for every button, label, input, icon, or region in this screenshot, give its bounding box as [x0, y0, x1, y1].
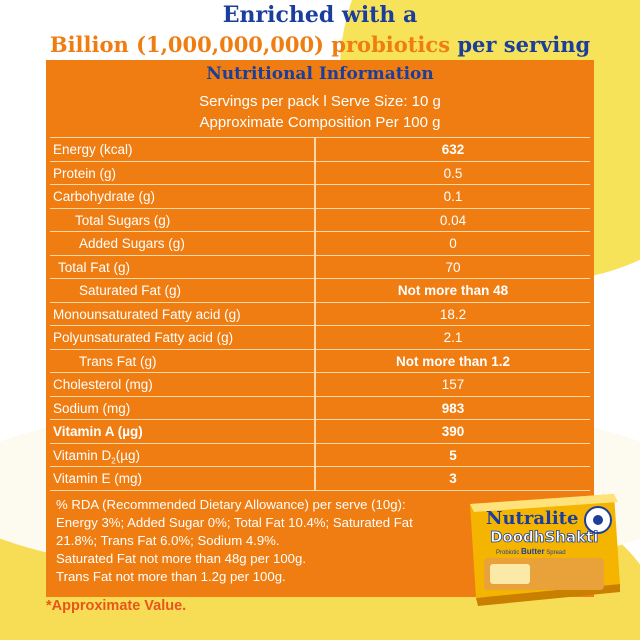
headline-per-serving: per serving [457, 32, 591, 57]
table-row [50, 420, 590, 444]
rda-line: % RDA (Recommended Dietary Allowance) per serve (10g): [56, 497, 406, 512]
pack-sub-c: Spread [546, 550, 566, 556]
pack-sub-a: Probiotic [496, 550, 520, 556]
rda-line: Saturated Fat not more than 48g per 100g. [56, 551, 306, 566]
nutrient-value: 18.2 [439, 306, 467, 322]
nutrient-name: Polyunsaturated Fatty acid (g) [50, 326, 316, 349]
table-row [50, 209, 590, 233]
nutrient-name: Total Sugars (g) [50, 209, 316, 232]
nutrient-value: 983 [441, 400, 465, 416]
nutrition-title: Nutritional Information [206, 64, 434, 84]
nutrient-name: Energy (kcal) [50, 138, 316, 161]
table-row [50, 138, 590, 162]
pack-product-name: DoodhShakti [490, 528, 599, 546]
vitamin-d-label: Vitamin D [53, 447, 112, 463]
nutrient-name: Added Sugars (g) [50, 232, 316, 255]
headline-line-1: Enriched with a [222, 2, 418, 28]
table-row [50, 444, 590, 468]
table-row [50, 162, 590, 186]
table-row [50, 397, 590, 421]
rda-line: Energy 3%; Added Sugar 0%; Total Fat 10.4%; Saturated Fat [56, 515, 413, 530]
product-pack-image [464, 480, 624, 608]
table-row [50, 326, 590, 350]
approximate-value-footnote: *Approximate Value. [46, 598, 187, 614]
rda-line: Trans Fat not more than 1.2g per 100g. [56, 569, 286, 584]
nutrient-name: Sodium (mg) [50, 397, 316, 420]
pack-bread-icon [490, 564, 530, 584]
nutrient-value: 632 [441, 142, 465, 157]
table-row [50, 256, 590, 280]
nutrient-name: Vitamin A (µg) [50, 420, 316, 443]
nutrient-value: 0.04 [439, 212, 467, 228]
table-row [50, 279, 590, 303]
nutrient-name: Total Fat (g) [50, 256, 316, 279]
nutrient-name: Cholesterol (mg) [50, 373, 316, 396]
headline-line-2 [0, 32, 640, 57]
table-row [50, 303, 590, 327]
rda-line: 21.8%; Trans Fat 6.0%; Sodium 4.9%. [56, 533, 280, 548]
nutrient-value: Not more than 1.2 [395, 353, 511, 369]
nutrient-name: Trans Fat (g) [50, 350, 316, 373]
nutrient-name: Protein (g) [50, 162, 316, 185]
servings-line: Servings per pack l Serve Size: 10 g [199, 93, 441, 110]
rda-note [56, 496, 466, 586]
nutrient-value: 0 [449, 236, 457, 251]
nutrient-value: 390 [441, 424, 465, 439]
composition-line: Approximate Composition Per 100 g [199, 114, 441, 131]
nutrient-name: Carbohydrate (g) [50, 185, 316, 208]
nutrient-value: 2.1 [443, 330, 463, 345]
nutrient-name: Vitamin E (mg) [50, 467, 316, 490]
nutrient-value: Not more than 48 [397, 283, 509, 298]
nutrient-name: Saturated Fat (g) [50, 279, 316, 302]
table-row [50, 185, 590, 209]
nutrient-name [50, 444, 316, 467]
nutrient-value: 5 [449, 447, 457, 463]
nutrient-value: 157 [441, 377, 465, 392]
nutrient-value: 0.1 [443, 189, 463, 204]
table-row [50, 350, 590, 374]
vitamin-d-subscript: 2 [111, 456, 116, 466]
nutrient-value: 0.5 [443, 165, 463, 181]
headline-probiotics: Billion (1,000,000,000) probiotics [49, 32, 451, 57]
pack-sub-b: Butter [521, 547, 545, 556]
table-row [50, 232, 590, 256]
nutrient-name: Monounsaturated Fatty acid (g) [50, 303, 316, 326]
pack-brand: Nutralite [486, 508, 579, 529]
pack-badge-center [593, 515, 603, 525]
table-row [50, 373, 590, 397]
nutrition-table [50, 137, 590, 491]
nutrient-value: 3 [449, 471, 457, 486]
vitamin-d-unit: (µg) [115, 447, 141, 463]
nutrient-value: 70 [445, 259, 461, 275]
